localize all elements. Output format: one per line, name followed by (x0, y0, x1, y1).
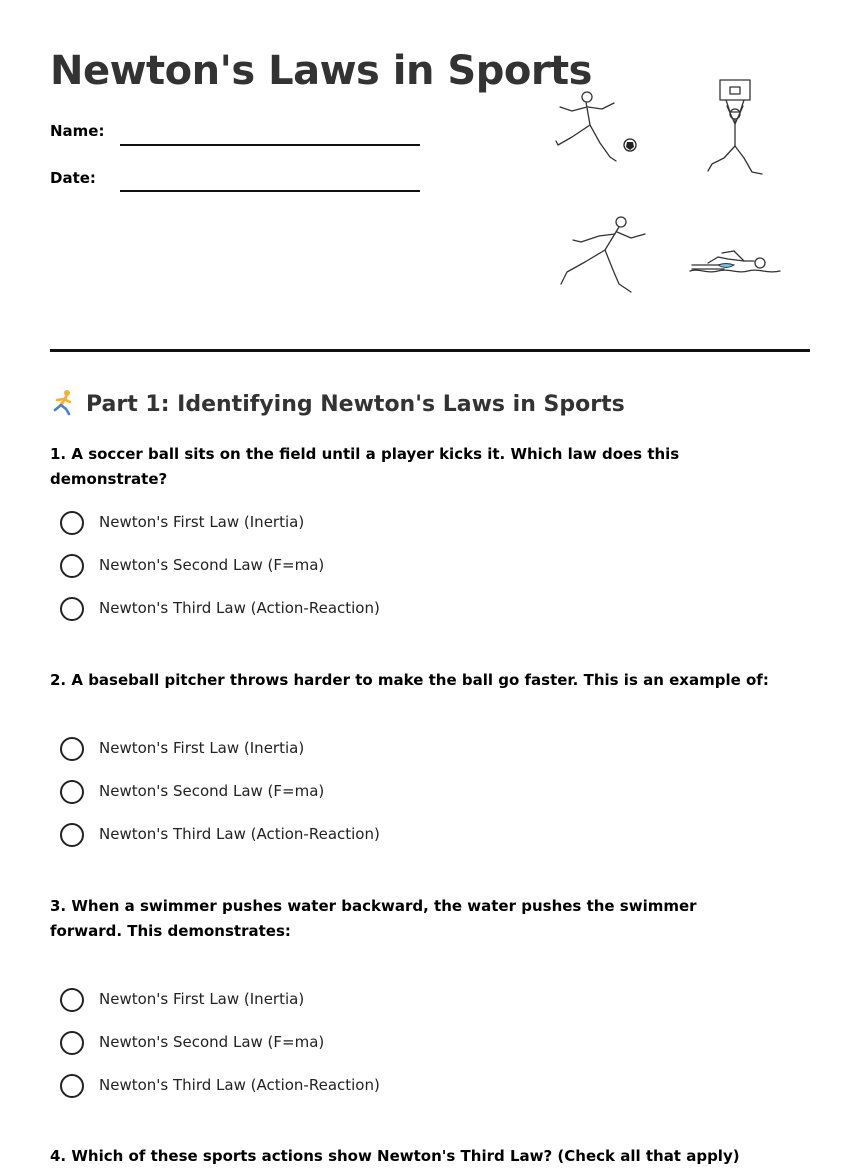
radio-button[interactable] (60, 511, 84, 535)
radio-button[interactable] (60, 1031, 84, 1055)
header-divider (50, 349, 810, 352)
radio-button[interactable] (60, 1074, 84, 1098)
question-1: 1. A soccer ball sits on the field until a player kicks it. Which law does this demonstrate? (50, 445, 680, 488)
radio-button[interactable] (60, 988, 84, 1012)
date-input-line[interactable] (120, 190, 420, 192)
option-label: Newton's First Law (Inertia) (99, 513, 305, 531)
option-label: Newton's Second Law (F=ma) (99, 1033, 325, 1051)
radio-button[interactable] (60, 780, 84, 804)
runner-icon (555, 212, 650, 297)
option-label: Newton's Third Law (Action-Reaction) (99, 1076, 380, 1094)
name-input-line[interactable] (120, 144, 420, 146)
option-label: Newton's Third Law (Action-Reaction) (99, 825, 380, 843)
option-label: Newton's Second Law (F=ma) (99, 782, 325, 800)
name-label: Name: (50, 122, 105, 140)
part1-heading (50, 388, 625, 417)
running-person-icon (50, 388, 78, 416)
option-label: Newton's Third Law (Action-Reaction) (99, 599, 380, 617)
radio-button[interactable] (60, 597, 84, 621)
part1-heading-text: Part 1: Identifying Newton's Laws in Sports (86, 392, 625, 417)
swimmer-icon (688, 243, 783, 283)
basketball-player-icon (700, 78, 775, 178)
page-title: Newton's Laws in Sports (50, 48, 592, 94)
question-4: 4. Which of these sports actions show Newton's Third Law? (Check all that apply) (50, 1147, 740, 1165)
soccer-player-icon (550, 85, 645, 170)
radio-button[interactable] (60, 554, 84, 578)
option-label: Newton's First Law (Inertia) (99, 990, 305, 1008)
radio-button[interactable] (60, 823, 84, 847)
radio-button[interactable] (60, 737, 84, 761)
date-label: Date: (50, 169, 96, 187)
question-3: 3. When a swimmer pushes water backward, the water pushes the swimmer forward. This demonstrates: (50, 897, 697, 940)
option-label: Newton's Second Law (F=ma) (99, 556, 325, 574)
question-2: 2. A baseball pitcher throws harder to make the ball go faster. This is an example of: (50, 671, 769, 689)
option-label: Newton's First Law (Inertia) (99, 739, 305, 757)
